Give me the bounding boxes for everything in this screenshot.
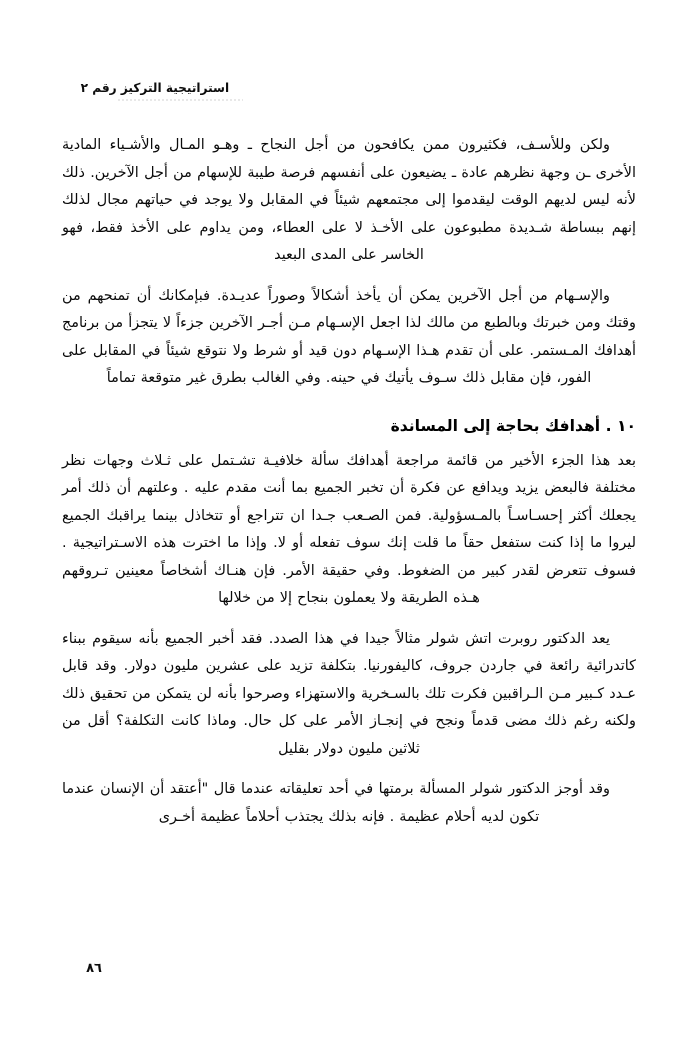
paragraph-3 [62,448,636,613]
paragraph-5-text: وقد أوجز الدكتور شولر المسألة برمتها في أحد تعليقاته عندما قال "أعتقد أن الإنسان عندما تكون لديه أحلام عظيمة . فإنه بذلك يجتذب أحلاماً عظيمة أخـرى [62,781,610,825]
section-heading: ١٠ . أهدافك بحاجة إلى المساندة [390,416,636,435]
scan-artifact-smudge [117,99,243,101]
paragraph-2 [62,283,636,393]
running-head-text: استراتيجية التركيز رقم ٢ [80,80,230,95]
paragraph-1-text: ولكن وللأسـف، فكثيرون ممن يكافحون من أجل النجاح ـ وهـو المـال والأشـياء المادية الأخرى ـن وجهة نظرهم عادة ـ يضيعون على أنفسهم فرصة طيبة للإسهام من أجل الآخرين. ذلك لأنه ليس لديهم الوقت ليقدموا إلى مجتمعهم شيئاً في المقابل ولا يوجد في حياتهم مجال لذلك إنهم ببساطة شـديدة مطبوعون على الأخـذ لا على العطاء، ومن يداوم على الأخذ فقط، فهو الخاسر على المدى البعيد [62,137,636,263]
paragraph-5 [62,776,636,831]
paragraph-3-text: بعد هذا الجزء الأخير من قائمة مراجعة أهدافك سألة خلافيـة تشـتمل على ثـلاث وجهات نظر مختلفة فالبعض يزيد ويدافع عن فكرة أن تخبر الجميع بما أنت مقدم عليه . وعلتهم أن ذلك أمر يجعلك أكثر إحسـاسـاً بالمـسؤولية. فمن الصـعب جـدا ان تتراجع أو تتخاذل بينما يراقبك الجميع ليروا ما إذا كنت ستفعل حقاً ما قلت إنك سوف تفعله أو لا. وإذا ما اخترت هذه الاسـتراتيجية . فسوف تتعرض لقدر كبير من الضغوط. وفي حقيقة الأمر. فإن هنـاك أشخاصاً معينين تـروقهم هـذه الطريقة ولا يعملون بنجاح إلا من خلالها [62,452,636,606]
paragraph-4 [62,626,636,764]
running-head [76,80,636,95]
paragraph-1 [62,132,636,270]
paragraph-2-text: والإسـهام من أجل الآخرين يمكن أن يأخذ أشكالاً وصوراً عديـدة. فبإمكانك أن تمنحهم من وقتك ومن خبرتك وبالطبع من مالك لذا اجعل الإسـهام مـن أجـر الآخرين جزءاً لا يتجزأ من برنامج أهدافك المـستمر. على أن تقدم هـذا الإسـهام دون قيد أو شرط ولا نتوقع شيئاً في المقابل على الفور، فإن مقابل ذلك سـوف يأتيك في حينه. وفي الغالب بطرق غير متوقعة تماماً [62,287,636,386]
paragraph-4-text: يعد الدكتور روبرت اتش شولر مثالاً جيدا في هذا الصدد. فقد أخبر الجميع بأنه سيقوم ببناء كاتدرائية رائعة في جاردن جروف، كاليفورنيا. بتكلفة تزيد على عشرين مليون دولار. وقد قابل عـدد كـبير مـن الـراقبين فكرت تلك بالسـخرية والاستهزاء وصرحوا بأنه لن يتمكن من تحقيق ذلك ولكنه رغم ذلك مضى قدماً ونجح في إنجـاز الأمر على كل حال. وماذا كانت التكلفة؟ أقل من ثلاثين مليون دولار بقليل [62,630,636,757]
text-column [62,132,636,844]
page-number: ٨٦ [86,961,102,976]
